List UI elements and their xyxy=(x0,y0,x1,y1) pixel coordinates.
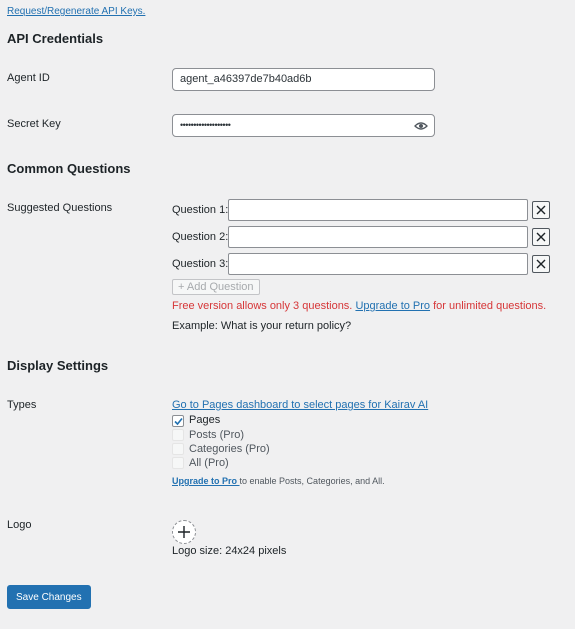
add-question-button[interactable]: + Add Question xyxy=(172,279,260,295)
plus-icon xyxy=(178,526,190,538)
logo-upload-button[interactable] xyxy=(172,520,196,544)
eye-icon[interactable] xyxy=(414,119,428,133)
common-questions-heading: Common Questions xyxy=(7,161,131,176)
question-3-input[interactable] xyxy=(228,253,528,275)
categories-checkbox[interactable] xyxy=(172,443,184,455)
posts-checkbox-label: Posts (Pro) xyxy=(189,429,245,441)
display-settings-heading: Display Settings xyxy=(7,358,109,373)
remove-question-3-button[interactable] xyxy=(532,255,550,273)
secret-key-value: ••••••••••••••••••• xyxy=(180,120,231,130)
agent-id-label: Agent ID xyxy=(7,72,50,84)
all-checkbox[interactable] xyxy=(172,457,184,469)
question-3-label: Question 3: xyxy=(172,258,229,270)
save-changes-button[interactable]: Save Changes xyxy=(7,585,91,609)
close-icon xyxy=(536,232,546,242)
example-text: Example: What is your return policy? xyxy=(172,320,352,332)
remove-question-2-button[interactable] xyxy=(532,228,550,246)
question-2-input[interactable] xyxy=(228,226,528,248)
secret-key-field[interactable] xyxy=(172,114,435,137)
close-icon xyxy=(536,259,546,269)
upgrade-to-pro-link-2[interactable]: Upgrade to Pro xyxy=(172,476,240,486)
pages-checkbox[interactable] xyxy=(172,415,184,427)
categories-checkbox-label: Categories (Pro) xyxy=(189,443,270,455)
close-icon xyxy=(536,205,546,215)
question-1-input[interactable] xyxy=(228,199,528,221)
notice-prefix: Free version allows only 3 questions. xyxy=(172,300,356,312)
request-keys-link[interactable]: Request/Regenerate API Keys. xyxy=(7,6,146,17)
pages-checkbox-label: Pages xyxy=(189,414,221,426)
upgrade-to-pro-link[interactable]: Upgrade to Pro xyxy=(355,300,431,312)
upgrade-note-text: to enable Posts, Categories, and All. xyxy=(239,476,385,486)
remove-question-1-button[interactable] xyxy=(532,201,550,219)
notice-suffix: for unlimited questions. xyxy=(430,300,547,312)
suggested-questions-label: Suggested Questions xyxy=(7,202,113,214)
checkmark-icon xyxy=(174,417,183,426)
types-label: Types xyxy=(7,399,37,411)
pages-dashboard-link[interactable]: Go to Pages dashboard to select pages for Kairav AI xyxy=(172,399,429,411)
logo-label: Logo xyxy=(7,519,32,531)
all-checkbox-label: All (Pro) xyxy=(189,457,229,469)
secret-key-label: Secret Key xyxy=(7,118,61,130)
question-limit-notice xyxy=(172,300,546,312)
question-2-label: Question 2: xyxy=(172,231,229,243)
posts-checkbox[interactable] xyxy=(172,429,184,441)
agent-id-field[interactable]: agent_a46397de7b40ad6b xyxy=(172,68,435,91)
question-1-label: Question 1: xyxy=(172,204,229,216)
api-credentials-heading: API Credentials xyxy=(7,31,104,46)
upgrade-note xyxy=(172,476,385,486)
logo-size-note: Logo size: 24x24 pixels xyxy=(172,545,287,557)
